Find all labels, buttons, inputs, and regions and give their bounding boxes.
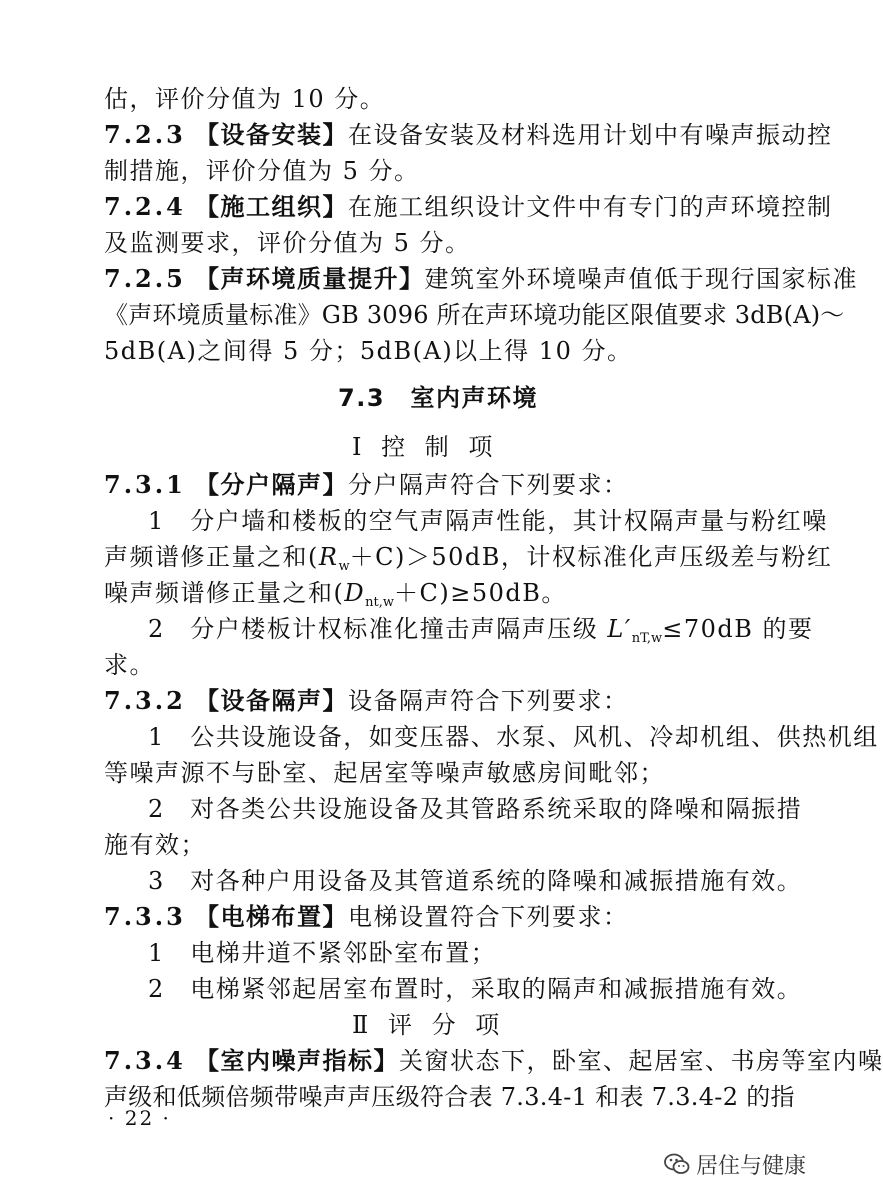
clause-text: 在设备安装及材料选用计划中有噪声振动控 — [347, 121, 833, 149]
watermark-text: 居住与健康 — [696, 1153, 807, 1179]
text-line — [104, 758, 665, 788]
clause-text: 电梯设置符合下列要求： — [347, 903, 629, 931]
clause-term: 【室内噪声指标】 — [194, 1046, 399, 1075]
text-line — [104, 830, 206, 860]
formula-subscript: w — [338, 559, 350, 574]
clause-7-2-5 — [104, 264, 858, 294]
text-line — [104, 542, 832, 582]
line-text: 求。 — [104, 651, 155, 679]
line-text: 2 分户楼板计权标准化撞击声隔声压级 — [148, 615, 608, 643]
text-line — [148, 974, 802, 1004]
line-text: ＋C)＞50dB，计权标准化声压级差与粉红 — [349, 543, 833, 571]
clause-text: 分户隔声符合下列要求： — [347, 471, 629, 499]
line-text: 制措施，评价分值为 5 分。 — [104, 157, 420, 185]
text-line — [148, 506, 828, 536]
text-line — [104, 300, 845, 330]
text-line — [104, 156, 420, 186]
formula-symbol: R — [318, 543, 339, 571]
clause-7-3-1 — [104, 470, 628, 500]
clause-term: 【声环境质量提升】 — [194, 264, 425, 293]
clause-number: 7.3.2 — [104, 686, 186, 715]
text-line — [104, 228, 471, 258]
line-text: 2 对各类公共设施设备及其管路系统采取的降噪和隔振措 — [148, 795, 803, 823]
formula-subscript: nT,w — [631, 631, 663, 646]
line-text: ≤70dB 的要 — [662, 615, 814, 643]
clause-text: 关窗状态下，卧室、起居室、书房等室内噪 — [398, 1047, 883, 1075]
clause-number: 7.2.3 — [104, 120, 186, 149]
text-line — [104, 578, 567, 618]
line-text: 等噪声源不与卧室、起居室等噪声敏感房间毗邻； — [104, 759, 665, 787]
line-text: 声级和低频倍频带噪声声压级符合表 7.3.4-1 和表 7.3.4-2 的指 — [104, 1083, 795, 1111]
line-text: 声频谱修正量之和( — [104, 543, 319, 571]
clause-term: 【设备隔声】 — [194, 686, 348, 715]
clause-number: 7.2.4 — [104, 192, 186, 221]
page-number: · 22 · — [108, 1106, 171, 1130]
text-line — [148, 794, 802, 824]
line-text: 5dB(A)之间得 5 分；5dB(A)以上得 10 分。 — [104, 337, 633, 365]
clause-number: 7.3.1 — [104, 470, 186, 499]
line-text: 1 分户墙和楼板的空气声隔声性能，其计权隔声量与粉红噪 — [148, 507, 828, 535]
clause-number: 7.3.3 — [104, 902, 186, 931]
clause-7-2-3 — [104, 120, 832, 150]
formula-symbol: L′ — [607, 615, 632, 643]
clause-text: 建筑室外环境噪声值低于现行国家标准 — [424, 265, 858, 293]
clause-term: 【分户隔声】 — [194, 470, 348, 499]
text-line — [104, 1082, 795, 1112]
clause-term: 【设备安装】 — [194, 120, 348, 149]
line-text: 1 公共设施设备，如变压器、水泵、风机、冷却机组、供热机组 — [148, 723, 879, 751]
subsection-heading: Ⅰ 控 制 项 — [352, 433, 499, 461]
clause-7-2-4 — [104, 192, 832, 222]
clause-7-3-4 — [104, 1046, 883, 1076]
line-text: 《声环境质量标准》GB 3096 所在声环境功能区限值要求 3dB(A)～ — [104, 301, 845, 329]
wechat-icon — [664, 1152, 690, 1176]
line-text: 1 电梯井道不紧邻卧室布置； — [148, 939, 497, 967]
line-text: 估，评价分值为 10 分。 — [104, 85, 386, 113]
formula-symbol: D — [344, 579, 366, 607]
clause-term: 【施工组织】 — [194, 192, 348, 221]
clause-text: 设备隔声符合下列要求： — [347, 687, 629, 715]
text-line — [104, 650, 155, 680]
text-line — [104, 84, 385, 114]
clause-7-3-2 — [104, 686, 628, 716]
line-text: ＋C)≥50dB。 — [393, 579, 567, 607]
clause-text: 在施工组织设计文件中有专门的声环境控制 — [347, 193, 833, 221]
line-text: 噪声频谱修正量之和( — [104, 579, 345, 607]
line-text: 2 电梯紧邻起居室布置时，采取的隔声和减振措施有效。 — [148, 975, 803, 1003]
watermark — [664, 1148, 806, 1180]
text-line — [148, 938, 496, 968]
clause-term: 【电梯布置】 — [194, 902, 348, 931]
clause-number: 7.2.5 — [104, 264, 186, 293]
clause-7-3-3 — [104, 902, 628, 932]
formula-subscript: nt,w — [365, 595, 394, 610]
text-line — [148, 614, 813, 654]
text-line — [148, 722, 879, 752]
subsection-heading: Ⅱ 评 分 项 — [352, 1011, 506, 1039]
line-text: 及监测要求，评价分值为 5 分。 — [104, 229, 471, 257]
section-title: 7.3 室内声环境 — [338, 384, 539, 412]
clause-number: 7.3.4 — [104, 1046, 186, 1075]
line-text: 3 对各种户用设备及其管道系统的降噪和减振措施有效。 — [148, 867, 803, 895]
line-text: 施有效； — [104, 831, 206, 859]
text-line — [148, 866, 802, 896]
text-line — [104, 336, 632, 366]
